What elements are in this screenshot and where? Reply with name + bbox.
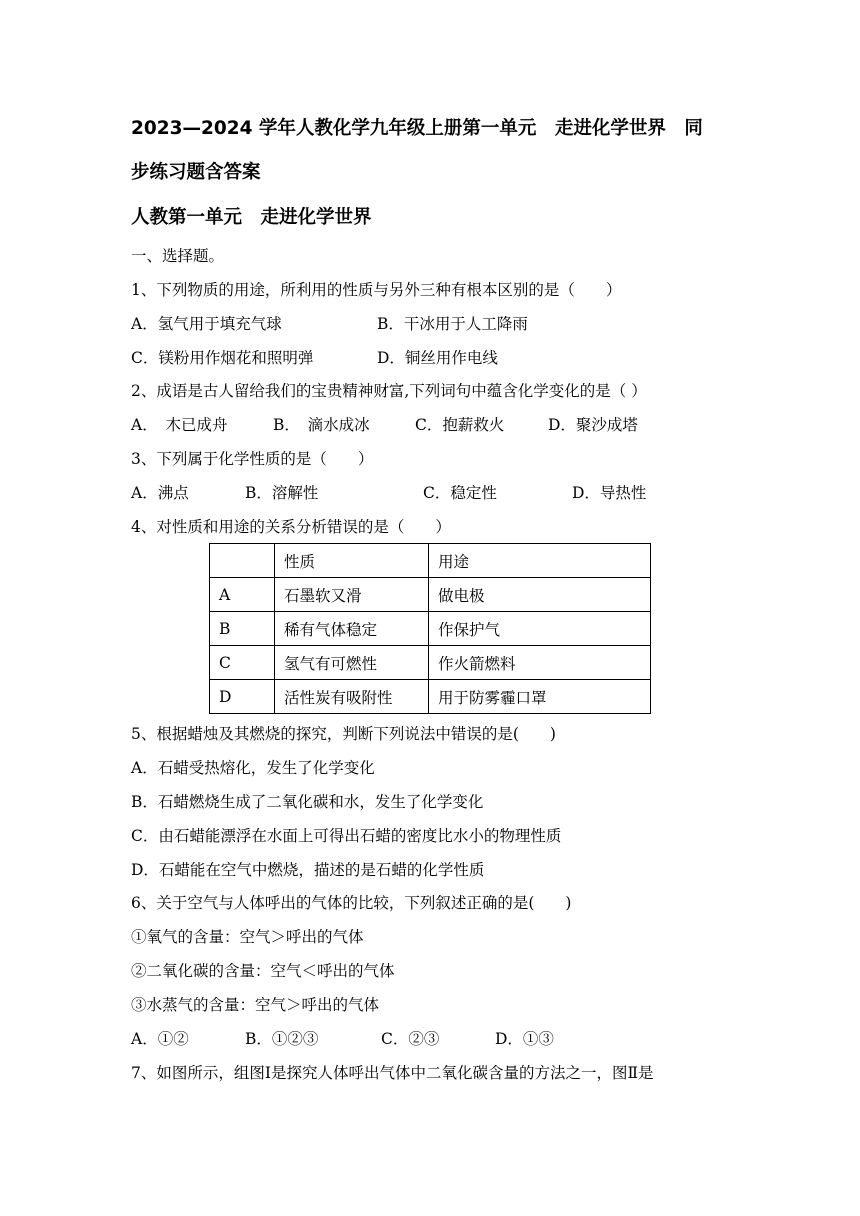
q5-option-a: A．石蜡受热熔化，发生了化学变化	[131, 759, 375, 777]
section-heading: 一、选择题。	[131, 247, 225, 265]
q6-statement-1: ①氧气的含量：空气＞呼出的气体	[131, 928, 364, 946]
table-cell: 用于防雾霾口罩	[429, 680, 651, 714]
q6-statement-2: ②二氧化碳的含量：空气＜呼出的气体	[131, 962, 395, 980]
table-cell: A	[210, 578, 275, 612]
table-header-cell	[210, 544, 275, 578]
table-cell: 作保护气	[429, 612, 651, 646]
q1-option-c: C．镁粉用作烟花和照明弹	[131, 349, 314, 367]
table-row	[210, 680, 651, 714]
q1-option-d: D．铜丝用作电线	[377, 349, 498, 367]
table-row	[210, 646, 651, 680]
q2-option-b: B． 滴水成冰	[273, 416, 370, 434]
q6-option-b: B．①②③	[245, 1030, 319, 1048]
table-cell: B	[210, 612, 275, 646]
q6-option-c: C．②③	[381, 1030, 440, 1048]
q3-option-b: B．溶解性	[245, 484, 319, 502]
table-cell: 作火箭燃料	[429, 646, 651, 680]
table-cell: 活性炭有吸附性	[275, 680, 429, 714]
question-2-stem: 2、成语是古人留给我们的宝贵精神财富,下列词句中蕴含化学变化的是（ ）	[131, 382, 647, 400]
q2-option-c: C．抱薪救火	[415, 416, 505, 434]
question-6-stem: 6、关于空气与人体呼出的气体的比较，下列叙述正确的是( )	[131, 894, 572, 912]
q6-statement-3: ③水蒸气的含量：空气＞呼出的气体	[131, 996, 380, 1014]
table-cell: 做电极	[429, 578, 651, 612]
table-header-cell: 用途	[429, 544, 651, 578]
q6-option-d: D．①③	[495, 1030, 554, 1048]
question-7-stem: 7、如图所示，组图Ⅰ是探究人体呼出气体中二氧化碳含量的方法之一，图Ⅱ是	[131, 1064, 654, 1082]
q3-option-c: C．稳定性	[423, 484, 497, 502]
table-cell: 稀有气体稳定	[275, 612, 429, 646]
q2-option-a: A． 木已成舟	[131, 416, 228, 434]
q3-option-d: D．导热性	[572, 484, 647, 502]
question-4-stem: 4、对性质和用途的关系分析错误的是（ ）	[131, 518, 451, 536]
q5-option-b: B．石蜡燃烧生成了二氧化碳和水，发生了化学变化	[131, 793, 484, 811]
table-cell: 氢气有可燃性	[275, 646, 429, 680]
q2-option-d: D．聚沙成塔	[548, 416, 638, 434]
q1-option-a: A．氢气用于填充气球	[131, 315, 282, 333]
doc-title-line-1: 2023—2024 学年人教化学九年级上册第一单元 走进化学世界 同	[131, 118, 703, 139]
q4-property-use-table	[209, 543, 651, 714]
table-header-cell: 性质	[275, 544, 429, 578]
question-1-stem: 1、下列物质的用途，所利用的性质与另外三种有根本区别的是（ ）	[131, 281, 622, 299]
table-cell: D	[210, 680, 275, 714]
table-cell: 石墨软又滑	[275, 578, 429, 612]
question-3-stem: 3、下列属于化学性质的是（ ）	[131, 450, 374, 468]
doc-title-line-2: 步练习题含答案	[131, 162, 261, 183]
question-5-stem: 5、根据蜡烛及其燃烧的探究，判断下列说法中错误的是( )	[131, 725, 556, 743]
unit-heading: 人教第一单元 走进化学世界	[131, 207, 372, 228]
table-row	[210, 612, 651, 646]
q1-option-b: B．干冰用于人工降雨	[377, 315, 528, 333]
q6-option-a: A．①②	[131, 1030, 189, 1048]
q5-option-c: C．由石蜡能漂浮在水面上可得出石蜡的密度比水小的物理性质	[131, 827, 562, 845]
table-cell: C	[210, 646, 275, 680]
table-header-row	[210, 544, 651, 578]
table-row	[210, 578, 651, 612]
q3-option-a: A．沸点	[131, 484, 189, 502]
q5-option-d: D．石蜡能在空气中燃烧，描述的是石蜡的化学性质	[131, 861, 485, 879]
